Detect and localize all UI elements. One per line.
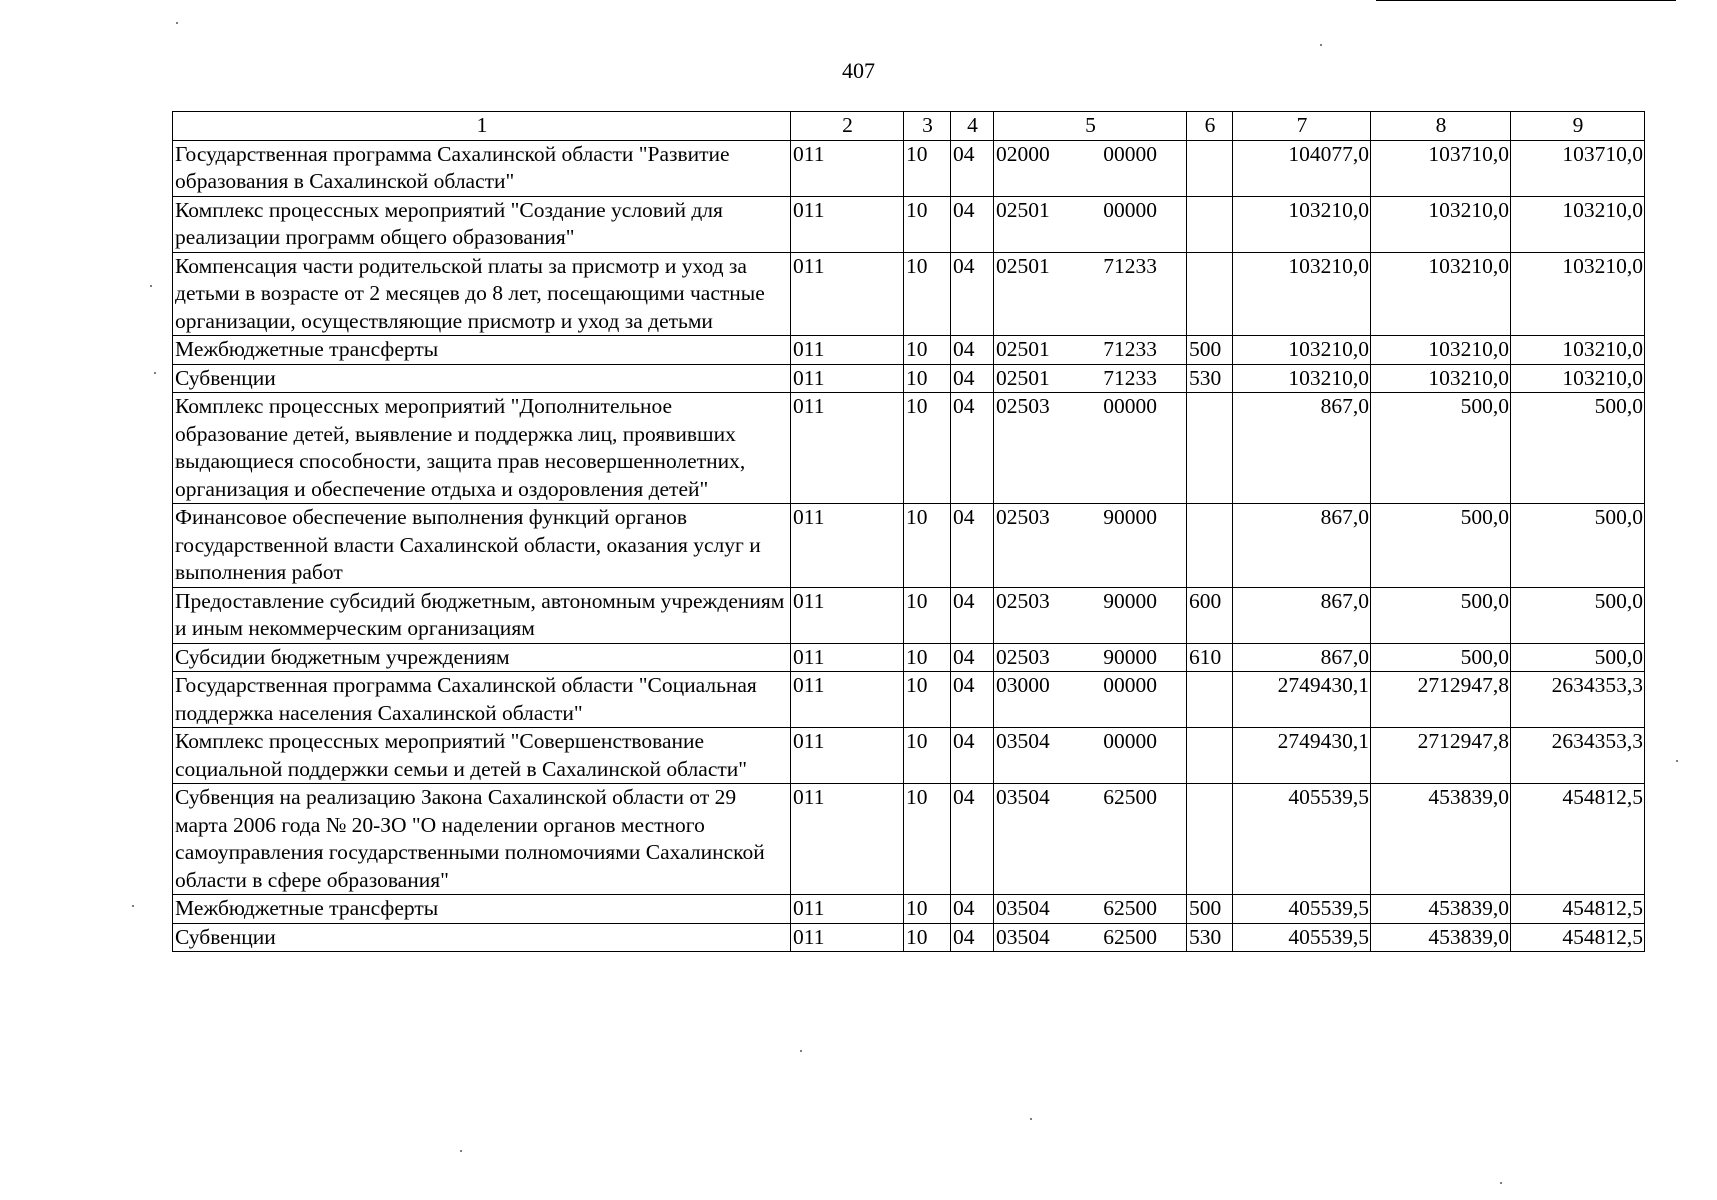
column-header: 3 xyxy=(904,112,951,141)
table-row xyxy=(173,393,1645,504)
target-article-cell xyxy=(994,196,1187,252)
column-header: 1 xyxy=(173,112,791,141)
scan-speck xyxy=(176,22,178,24)
row-name-cell: Государственная программа Сахалинской области "Развитие образования в Сахалинской области" xyxy=(173,140,791,196)
budget-table xyxy=(172,111,1645,952)
subsection-code-cell: 04 xyxy=(951,643,994,672)
amount-cell: 103710,0 xyxy=(1511,140,1645,196)
table-row xyxy=(173,923,1645,952)
row-name-cell: Комплекс процессных мероприятий "Дополнительное образование детей, выявление и поддержка лиц, проявивших выдающиеся способности, защита прав несовершеннолетних, организация и обеспечение отдыха и оздоровления детей" xyxy=(173,393,791,504)
amount-cell: 500,0 xyxy=(1371,643,1511,672)
table-row xyxy=(173,196,1645,252)
target-article-cell xyxy=(994,140,1187,196)
subsection-code-cell: 04 xyxy=(951,587,994,643)
row-name-cell: Государственная программа Сахалинской области "Социальная поддержка населения Сахалинской области" xyxy=(173,672,791,728)
expense-type-cell xyxy=(1187,140,1233,196)
section-code-cell: 10 xyxy=(904,364,951,393)
row-name-cell: Компенсация части родительской платы за присмотр и уход за детьми в возрасте от 2 месяцев до 8 лет, посещающими частные организации, осуществляющие присмотр и уход за детьми xyxy=(173,252,791,336)
amount-cell: 2634353,3 xyxy=(1511,728,1645,784)
amount-cell: 405539,5 xyxy=(1233,784,1371,895)
scan-speck xyxy=(1320,44,1322,46)
amount-cell: 867,0 xyxy=(1233,643,1371,672)
target-article-program-code: 02501 xyxy=(996,365,1050,390)
amount-cell: 103210,0 xyxy=(1511,252,1645,336)
section-code-cell: 10 xyxy=(904,196,951,252)
row-name-cell: Межбюджетные трансферты xyxy=(173,895,791,924)
target-article-direction-code: 90000 xyxy=(1103,588,1157,613)
amount-cell: 103210,0 xyxy=(1371,336,1511,365)
target-article-cell xyxy=(994,393,1187,504)
amount-cell: 500,0 xyxy=(1511,587,1645,643)
target-article-direction-code: 90000 xyxy=(1103,505,1157,529)
amount-cell: 405539,5 xyxy=(1233,895,1371,924)
target-article-program-code: 02503 xyxy=(996,588,1050,613)
subsection-code-cell: 04 xyxy=(951,728,994,784)
section-code-cell: 10 xyxy=(904,643,951,672)
table-row xyxy=(173,364,1645,393)
ministry-code-cell: 011 xyxy=(791,643,904,672)
target-article-direction-code: 62500 xyxy=(1103,896,1157,920)
table-row xyxy=(173,672,1645,728)
subsection-code-cell: 04 xyxy=(951,923,994,952)
scan-speck xyxy=(1500,1182,1502,1184)
amount-cell: 500,0 xyxy=(1511,393,1645,504)
row-name-cell: Предоставление субсидий бюджетным, автономным учреждениям и иным некоммерческим организациям xyxy=(173,587,791,643)
section-code-cell: 10 xyxy=(904,728,951,784)
expense-type-cell: 500 xyxy=(1187,895,1233,924)
expense-type-cell xyxy=(1187,393,1233,504)
amount-cell: 103210,0 xyxy=(1371,252,1511,336)
ministry-code-cell: 011 xyxy=(791,252,904,336)
scan-speck xyxy=(150,285,152,287)
amount-cell: 103210,0 xyxy=(1371,196,1511,252)
target-article-direction-code: 00000 xyxy=(1103,141,1157,166)
target-article-direction-code: 62500 xyxy=(1103,785,1157,809)
table-row xyxy=(173,728,1645,784)
expense-type-cell xyxy=(1187,252,1233,336)
table-row xyxy=(173,140,1645,196)
scan-speck xyxy=(154,372,156,374)
target-article-cell xyxy=(994,784,1187,895)
table-row xyxy=(173,587,1645,643)
target-article-direction-code: 62500 xyxy=(1103,924,1157,949)
row-name-cell: Финансовое обеспечение выполнения функций органов государственной власти Сахалинской области, оказания услуг и выполнения работ xyxy=(173,504,791,588)
target-article-cell xyxy=(994,336,1187,365)
amount-cell: 2712947,8 xyxy=(1371,672,1511,728)
ministry-code-cell: 011 xyxy=(791,140,904,196)
target-article-program-code: 03504 xyxy=(996,785,1050,809)
scan-speck xyxy=(132,905,134,907)
section-code-cell: 10 xyxy=(904,784,951,895)
subsection-code-cell: 04 xyxy=(951,784,994,895)
amount-cell: 867,0 xyxy=(1233,587,1371,643)
section-code-cell: 10 xyxy=(904,672,951,728)
amount-cell: 103210,0 xyxy=(1233,196,1371,252)
amount-cell: 103710,0 xyxy=(1371,140,1511,196)
target-article-program-code: 02501 xyxy=(996,253,1050,278)
ministry-code-cell: 011 xyxy=(791,672,904,728)
section-code-cell: 10 xyxy=(904,140,951,196)
subsection-code-cell: 04 xyxy=(951,336,994,365)
target-article-direction-code: 90000 xyxy=(1103,644,1157,669)
subsection-code-cell: 04 xyxy=(951,196,994,252)
amount-cell: 454812,5 xyxy=(1511,895,1645,924)
top-rule-line xyxy=(1376,0,1676,1)
row-name-cell: Субсидии бюджетным учреждениям xyxy=(173,643,791,672)
amount-cell: 103210,0 xyxy=(1511,364,1645,393)
subsection-code-cell: 04 xyxy=(951,393,994,504)
section-code-cell: 10 xyxy=(904,587,951,643)
ministry-code-cell: 011 xyxy=(791,728,904,784)
amount-cell: 454812,5 xyxy=(1511,923,1645,952)
table-row xyxy=(173,336,1645,365)
amount-cell: 2749430,1 xyxy=(1233,672,1371,728)
target-article-direction-code: 71233 xyxy=(1103,253,1157,278)
expense-type-cell xyxy=(1187,196,1233,252)
amount-cell: 500,0 xyxy=(1511,504,1645,588)
row-name-cell: Комплекс процессных мероприятий "Создание условий для реализации программ общего образования" xyxy=(173,196,791,252)
target-article-program-code: 02503 xyxy=(996,644,1050,669)
expense-type-cell xyxy=(1187,728,1233,784)
subsection-code-cell: 04 xyxy=(951,252,994,336)
target-article-direction-code: 00000 xyxy=(1103,673,1157,697)
target-article-cell xyxy=(994,364,1187,393)
amount-cell: 2712947,8 xyxy=(1371,728,1511,784)
ministry-code-cell: 011 xyxy=(791,784,904,895)
table-header-row xyxy=(173,112,1645,141)
amount-cell: 867,0 xyxy=(1233,393,1371,504)
ministry-code-cell: 011 xyxy=(791,895,904,924)
subsection-code-cell: 04 xyxy=(951,140,994,196)
target-article-direction-code: 00000 xyxy=(1103,394,1157,418)
target-article-direction-code: 00000 xyxy=(1103,197,1157,222)
section-code-cell: 10 xyxy=(904,504,951,588)
column-header: 8 xyxy=(1371,112,1511,141)
amount-cell: 405539,5 xyxy=(1233,923,1371,952)
expense-type-cell xyxy=(1187,672,1233,728)
target-article-direction-code: 71233 xyxy=(1103,365,1157,390)
target-article-program-code: 03504 xyxy=(996,896,1050,920)
amount-cell: 867,0 xyxy=(1233,504,1371,588)
expense-type-cell xyxy=(1187,784,1233,895)
target-article-program-code: 02503 xyxy=(996,505,1050,529)
column-header: 7 xyxy=(1233,112,1371,141)
amount-cell: 103210,0 xyxy=(1233,336,1371,365)
amount-cell: 500,0 xyxy=(1511,643,1645,672)
section-code-cell: 10 xyxy=(904,336,951,365)
section-code-cell: 10 xyxy=(904,252,951,336)
amount-cell: 453839,0 xyxy=(1371,784,1511,895)
table-row xyxy=(173,895,1645,924)
scan-speck xyxy=(800,1050,802,1052)
amount-cell: 500,0 xyxy=(1371,587,1511,643)
amount-cell: 500,0 xyxy=(1371,504,1511,588)
row-name-cell: Комплекс процессных мероприятий "Совершенствование социальной поддержки семьи и детей в Сахалинской области" xyxy=(173,728,791,784)
amount-cell: 103210,0 xyxy=(1371,364,1511,393)
table-row xyxy=(173,784,1645,895)
scan-speck xyxy=(460,1150,462,1152)
section-code-cell: 10 xyxy=(904,393,951,504)
ministry-code-cell: 011 xyxy=(791,393,904,504)
expense-type-cell: 500 xyxy=(1187,336,1233,365)
ministry-code-cell: 011 xyxy=(791,364,904,393)
target-article-program-code: 03504 xyxy=(996,729,1050,753)
expense-type-cell: 530 xyxy=(1187,364,1233,393)
subsection-code-cell: 04 xyxy=(951,364,994,393)
ministry-code-cell: 011 xyxy=(791,587,904,643)
target-article-cell xyxy=(994,504,1187,588)
expense-type-cell: 530 xyxy=(1187,923,1233,952)
row-name-cell: Субвенции xyxy=(173,364,791,393)
subsection-code-cell: 04 xyxy=(951,672,994,728)
table-row xyxy=(173,504,1645,588)
target-article-cell xyxy=(994,252,1187,336)
page-number: 407 xyxy=(842,58,875,83)
row-name-cell: Субвенции xyxy=(173,923,791,952)
amount-cell: 500,0 xyxy=(1371,393,1511,504)
target-article-cell xyxy=(994,672,1187,728)
ministry-code-cell: 011 xyxy=(791,196,904,252)
amount-cell: 453839,0 xyxy=(1371,895,1511,924)
ministry-code-cell: 011 xyxy=(791,504,904,588)
target-article-program-code: 02501 xyxy=(996,337,1050,361)
target-article-program-code: 02501 xyxy=(996,197,1050,222)
table-row xyxy=(173,643,1645,672)
amount-cell: 2749430,1 xyxy=(1233,728,1371,784)
column-header: 2 xyxy=(791,112,904,141)
section-code-cell: 10 xyxy=(904,895,951,924)
target-article-direction-code: 00000 xyxy=(1103,729,1157,753)
expense-type-cell: 610 xyxy=(1187,643,1233,672)
amount-cell: 453839,0 xyxy=(1371,923,1511,952)
column-header: 4 xyxy=(951,112,994,141)
target-article-cell xyxy=(994,728,1187,784)
target-article-program-code: 02503 xyxy=(996,394,1050,418)
column-header: 6 xyxy=(1187,112,1233,141)
column-header: 5 xyxy=(994,112,1187,141)
table-row xyxy=(173,252,1645,336)
section-code-cell: 10 xyxy=(904,923,951,952)
amount-cell: 104077,0 xyxy=(1233,140,1371,196)
target-article-direction-code: 71233 xyxy=(1103,337,1157,361)
amount-cell: 454812,5 xyxy=(1511,784,1645,895)
amount-cell: 103210,0 xyxy=(1233,252,1371,336)
target-article-cell xyxy=(994,587,1187,643)
row-name-cell: Субвенция на реализацию Закона Сахалинской области от 29 марта 2006 года № 20-ЗО "О наделении органов местного самоуправления государственными полномочиями Сахалинской области в сфере образования" xyxy=(173,784,791,895)
expense-type-cell: 600 xyxy=(1187,587,1233,643)
target-article-cell xyxy=(994,923,1187,952)
subsection-code-cell: 04 xyxy=(951,504,994,588)
ministry-code-cell: 011 xyxy=(791,336,904,365)
scan-speck xyxy=(1030,1118,1032,1120)
amount-cell: 103210,0 xyxy=(1233,364,1371,393)
table-body xyxy=(173,140,1645,952)
target-article-program-code: 03504 xyxy=(996,924,1050,949)
expense-type-cell xyxy=(1187,504,1233,588)
amount-cell: 103210,0 xyxy=(1511,196,1645,252)
column-header: 9 xyxy=(1511,112,1645,141)
target-article-program-code: 02000 xyxy=(996,141,1050,166)
target-article-cell xyxy=(994,895,1187,924)
target-article-cell xyxy=(994,643,1187,672)
target-article-program-code: 03000 xyxy=(996,673,1050,697)
amount-cell: 2634353,3 xyxy=(1511,672,1645,728)
scan-speck xyxy=(1676,760,1678,762)
row-name-cell: Межбюджетные трансферты xyxy=(173,336,791,365)
subsection-code-cell: 04 xyxy=(951,895,994,924)
amount-cell: 103210,0 xyxy=(1511,336,1645,365)
ministry-code-cell: 011 xyxy=(791,923,904,952)
